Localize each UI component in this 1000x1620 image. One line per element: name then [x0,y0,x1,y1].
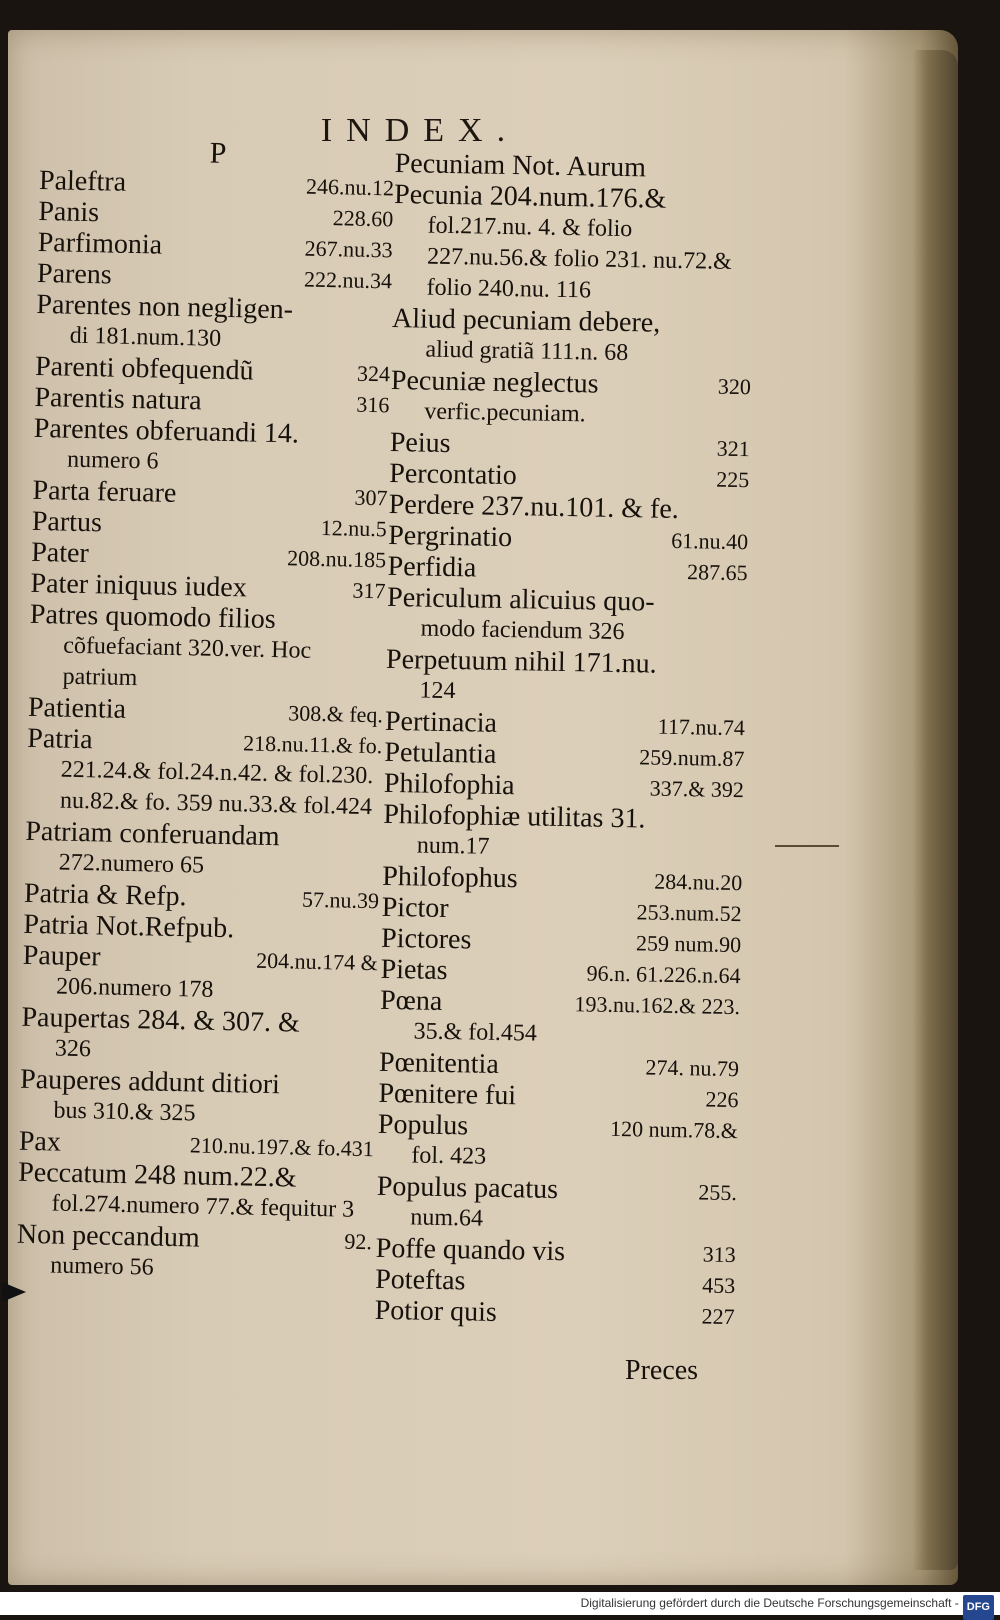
entry-reference: 210.nu.197.& fo.431 [189,1132,375,1162]
entry-reference: 92. [344,1228,373,1255]
index-entry [377,1109,738,1177]
entry-reference: 226 [705,1086,739,1113]
index-entry [26,723,383,823]
entry-term: Pietas [380,953,448,987]
index-entry [35,289,391,358]
pointing-hand-icon [2,1282,26,1302]
entry-term: Poteftas [374,1263,466,1297]
entry-term: Paleftra [38,164,127,198]
entry-term: Patres quomodo filios [29,598,276,636]
entry-term: Parenti obfequendũ [34,350,254,387]
entry-reference: 316 [356,391,390,418]
page-edge [913,50,958,1570]
entry-term: Pax [18,1125,62,1158]
index-entry [385,644,746,712]
entry-reference: 120 num.78.& [609,1115,739,1144]
entry-term: Paupertas 284. & 307. & [21,1001,301,1039]
entry-term: Aliud pecuniam debere, [391,302,661,339]
entry-continuation: 35.& fol.454 [413,1018,538,1047]
entry-term: Pictor [381,891,449,925]
entry-term: Patria Not.Refpub. [23,908,235,945]
entry-term: Philofophiæ utilitas 31. [383,798,646,835]
entry-term: Partus [31,505,103,539]
right-entries [374,148,755,1332]
entry-reference: 61.nu.40 [670,527,749,555]
entry-term: Populus [377,1108,469,1142]
entry-reference: 267.nu.33 [304,235,393,263]
entry-term: Pœnitere fui [378,1077,517,1112]
entry-term: Peius [389,426,451,460]
entry-term: Perfidia [387,550,477,584]
entry-reference: 317 [352,577,386,604]
entry-reference: 253.num.52 [636,899,742,927]
entry-term: Parentes non negligen- [36,288,294,326]
entry-continuation: 124 [419,677,456,705]
entry-term: Patria [27,722,93,756]
entry-continuation: di 181.num.130 [69,322,222,352]
entry-term: Pœnitentia [378,1046,500,1080]
entry-continuation: fol. 423 [411,1142,487,1170]
entry-term: Pecuniæ neglectus [390,364,599,400]
entry-term: Poffe quando vis [375,1232,566,1268]
entry-term: Parens [36,257,113,291]
index-column-left [16,135,395,1288]
index-entry [376,1171,737,1239]
margin-mark [775,845,839,847]
entry-reference: 225 [716,466,750,493]
index-entry [19,1064,375,1133]
entry-term: Parta feruare [32,474,177,509]
entry-term: Perpetuum nihil 171.nu. [385,643,657,680]
entry-reference: 246.nu.12 [305,173,395,201]
entry-term: Parentes obferuandi 14. [33,412,300,450]
entry-term: Parentis natura [34,381,202,417]
footer-text: Digitalisierung gefördert durch die Deutsche Forschungsgemeinschaft - [580,1596,959,1610]
entry-reference: 227 [701,1303,735,1330]
entry-term: Non peccandum [16,1218,200,1254]
index-entry [383,799,744,867]
entry-reference: 321 [716,435,751,462]
entry-reference: 287.65 [686,559,748,586]
entry-reference: 259.num.87 [639,744,745,772]
entry-term: Pater iniquus iudex [30,567,248,604]
entry-term: Pergrinatio [387,519,513,554]
entry-term: Petulantia [384,736,497,770]
index-entry [21,1002,377,1071]
entry-continuation: cõfuefaciant 320.ver. Hoc patrium [62,632,312,692]
entry-reference: 284.nu.20 [654,868,743,896]
entry-term: Pauper [22,939,101,973]
entry-reference: 193.nu.162.& 223. [574,991,741,1020]
entry-term: Panis [38,195,100,229]
index-entry [24,816,380,885]
entry-term: Perdere 237.nu.101. & fe. [388,488,680,526]
index-entry [33,413,389,482]
index-entry [392,179,754,309]
entry-continuation: 206.numero 178 [55,973,214,1003]
entry-continuation: aliud gratiã 111.n. 68 [425,336,629,367]
left-entries [16,165,394,1288]
entry-continuation: fol.217.nu. 4. & folio 227.nu.56.& folio 231. nu.72.& folio 240.nu. 116 [426,212,732,304]
entry-continuation: bus 310.& 325 [53,1097,196,1127]
entry-term: Peccatum 248 num.22.& [17,1156,297,1194]
entry-reference: 320 [717,373,752,400]
entry-term: Parfimonia [37,226,163,261]
entry-term: Pœna [379,984,443,1017]
entry-term: Pauperes addunt ditiori [19,1063,281,1101]
entry-term: Philofophus [382,860,518,895]
index-entry [374,1295,734,1332]
entry-continuation: num.64 [410,1204,484,1232]
entry-reference: 222.nu.34 [303,266,393,294]
entry-continuation: verfic.pecuniam. [424,398,586,428]
index-column-right [374,148,755,1332]
entry-term: Pecuniam Not. Aurum [394,148,647,184]
entry-continuation: numero 6 [66,446,159,475]
entry-reference: 308.& feq. [287,700,384,728]
entry-reference: 218.nu.11.& fo. [242,730,383,759]
index-entry [391,303,752,371]
entry-term: Pater [30,536,90,570]
page-heading: INDEX. [320,112,520,149]
entry-reference: 228.60 [332,205,394,232]
entry-reference: 274. nu.79 [645,1054,740,1082]
catchword: Preces [625,1355,699,1386]
entry-reference: 117.nu.74 [657,713,746,741]
index-entry [22,940,378,1009]
entry-term: Philofophia [383,767,515,802]
entry-term: Pictores [380,922,472,956]
index-entry [386,582,747,650]
entry-continuation: fol.274.numero 77.& fequitur 3 [51,1190,355,1223]
entry-continuation: num.17 [416,832,490,860]
index-entry [16,1219,372,1288]
index-entry [379,985,740,1053]
entry-reference: 96.n. 61.226.n.64 [586,960,741,989]
entry-reference: 208.nu.185 [286,545,387,573]
entry-reference: 453 [701,1272,736,1299]
entry-term: Patientia [27,691,127,725]
entry-reference: 57.nu.39 [301,886,380,914]
entry-reference: 204.nu.174 & [255,947,379,976]
entry-continuation: modo faciendum 326 [420,615,625,646]
entry-term: Pertinacia [384,705,498,739]
entry-term: Patriam conferuandam [25,815,280,853]
dfg-logo: DFG [963,1595,994,1620]
entry-continuation: 326 [54,1035,92,1063]
digitization-footer [0,1592,1000,1615]
entry-continuation: 221.24.& fol.24.n.42. & fol.230. nu.82.& fo. 359 nu.33.& fol.424 [59,756,374,821]
entry-term: Patria & Refp. [23,877,187,913]
entry-reference: 337.& 392 [649,775,745,803]
entry-reference: 324 [356,360,391,387]
entry-continuation: 272.numero 65 [58,849,205,879]
entry-term: Periculum alicuius quo- [386,581,655,618]
entry-reference: 313 [702,1241,736,1268]
index-entry [28,599,385,699]
section-letter: P [209,136,227,170]
entry-term: Populus pacatus [376,1170,559,1206]
entry-term: Pecunia 204.num.176.& [393,178,667,215]
index-entry [17,1157,373,1226]
index-entry [390,365,751,433]
entry-reference: 307 [354,484,388,511]
entry-term: Percontatio [389,457,518,492]
entry-reference: 259 num.90 [635,930,742,958]
entry-continuation: numero 56 [50,1252,154,1281]
entry-term: Potior quis [374,1294,498,1328]
entry-reference: 255. [698,1179,738,1206]
entry-reference: 12.nu.5 [320,514,388,542]
